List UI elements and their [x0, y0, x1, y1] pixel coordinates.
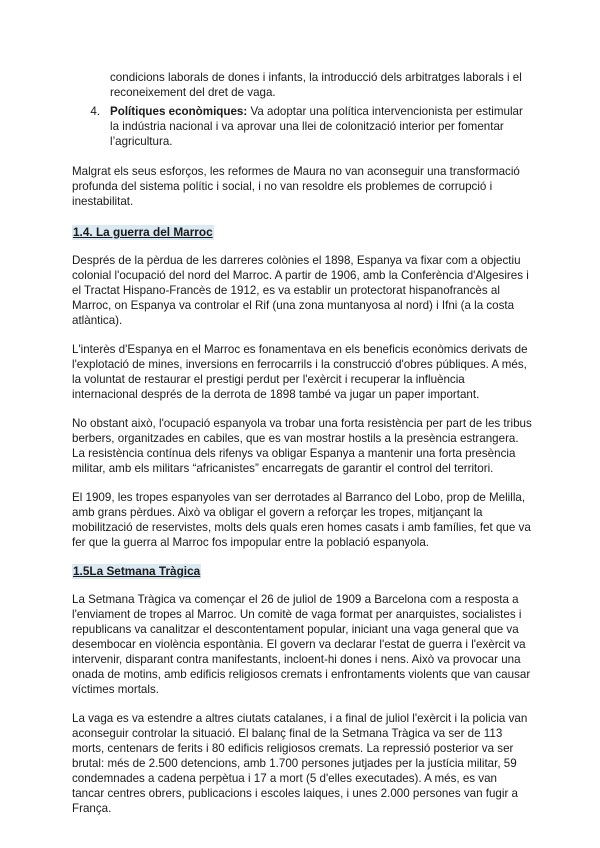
list-item-number: 4. — [90, 105, 100, 118]
list-item-continuation: condicions laborals de dones i infants, la introducció dels arbitratges laborals i el reconeixement del dret de vaga. — [110, 71, 522, 99]
document-page — [72, 70, 532, 816]
paragraph: Després de la pèrdua de les darreres colònies el 1898, Espanya va fixar com a objectiu colonial l'ocupació del nord del Marroc. A partir de 1906, amb la Conferència d'Algesires i el Tractat Hispano-Francès de 1912, es va establir un protectorat hispanofrancès al Marroc, on Espanya va controlar el Rif (una zona muntanyosa al nord) i Ifni (a la costa atlàntica). — [72, 254, 529, 327]
paragraph: Malgrat els seus esforços, les reformes de Maura no van aconseguir una transformació profunda del sistema polític i social, i no van resoldre els problemes de corrupció i inestabilitat. — [72, 165, 520, 208]
list-item — [72, 104, 532, 149]
list-item-body — [110, 104, 532, 149]
paragraph: No obstant això, l'ocupació espanyola va trobar una forta resistència per part de les tribus berbers, organitzades en cabiles, que es van mostrar hostils a la presència estrangera. La resistència contínua dels rifenys va obligar Espanya a mantenir una forta presència militar, amb els militars “africanistes” encarregats de garantir el control del territori. — [72, 417, 532, 475]
list-item-title: Polítiques econòmiques: — [110, 105, 248, 118]
section-heading: 1.5La Setmana Tràgica — [73, 564, 201, 578]
section-heading: 1.4. La guerra del Marroc — [73, 225, 213, 239]
paragraph: La Setmana Tràgica va començar el 26 de juliol de 1909 a Barcelona com a resposta a l'enviament de tropes al Marroc. Un comitè de vaga format per anarquistes, socialistes i republicans va canalitzar el descontentament popular, iniciant una vaga general que va desembocar en violència espontània. El govern va declarar l'estat de guerra i l'exèrcit va intervenir, disparant contra manifestants, incloent-hi dones i nens. Això va provocar una onada de motins, amb edificis religiosos cremats i enfrontaments violents que van causar víctimes mortals. — [72, 593, 531, 696]
list-item-text: Va adoptar una política intervencionista per estimular la indústria nacional i va aprovar una llei de colonització interior per fomentar l’agricultura. — [110, 105, 523, 148]
paragraph: L'interès d'Espanya en el Marroc es fonamentava en els beneficis econòmics derivats de l'explotació de mines, inversions en ferrocarrils i la construcció d'obres públiques. A més, la voluntat de restaurar el prestigi perdut per l'exèrcit i recuperar la influència internacional després de la derrota de 1898 també va jugar un paper important. — [72, 343, 528, 401]
paragraph: La vaga es va estendre a altres ciutats catalanes, i a final de juliol l'exèrcit i la policia van aconseguir controlar la situació. El balanç final de la Setmana Tràgica va ser de 113 morts, centenars de ferits i 80 edificis religiosos cremats. La repressió posterior va ser brutal: més de 2.500 detencions, amb 1.700 persones jutjades per la justícia militar, 59 condemnades a cadena perpètua i 17 a mort (5 d'elles executades). A més, es van tancar centres obrers, publicacions i escoles laiques, i unes 2.000 persones van fugir a França. — [72, 712, 528, 815]
paragraph: El 1909, les tropes espanyoles van ser derrotades al Barranco del Lobo, prop de Melilla, amb grans pèrdues. Això va obligar el govern a reforçar les tropes, mitjançant la mobilització de reservistes, molts dels quals eren homes casats i amb famílies, fet que va fer que la guerra al Marroc fos impopular entre la població espanyola. — [72, 491, 531, 549]
